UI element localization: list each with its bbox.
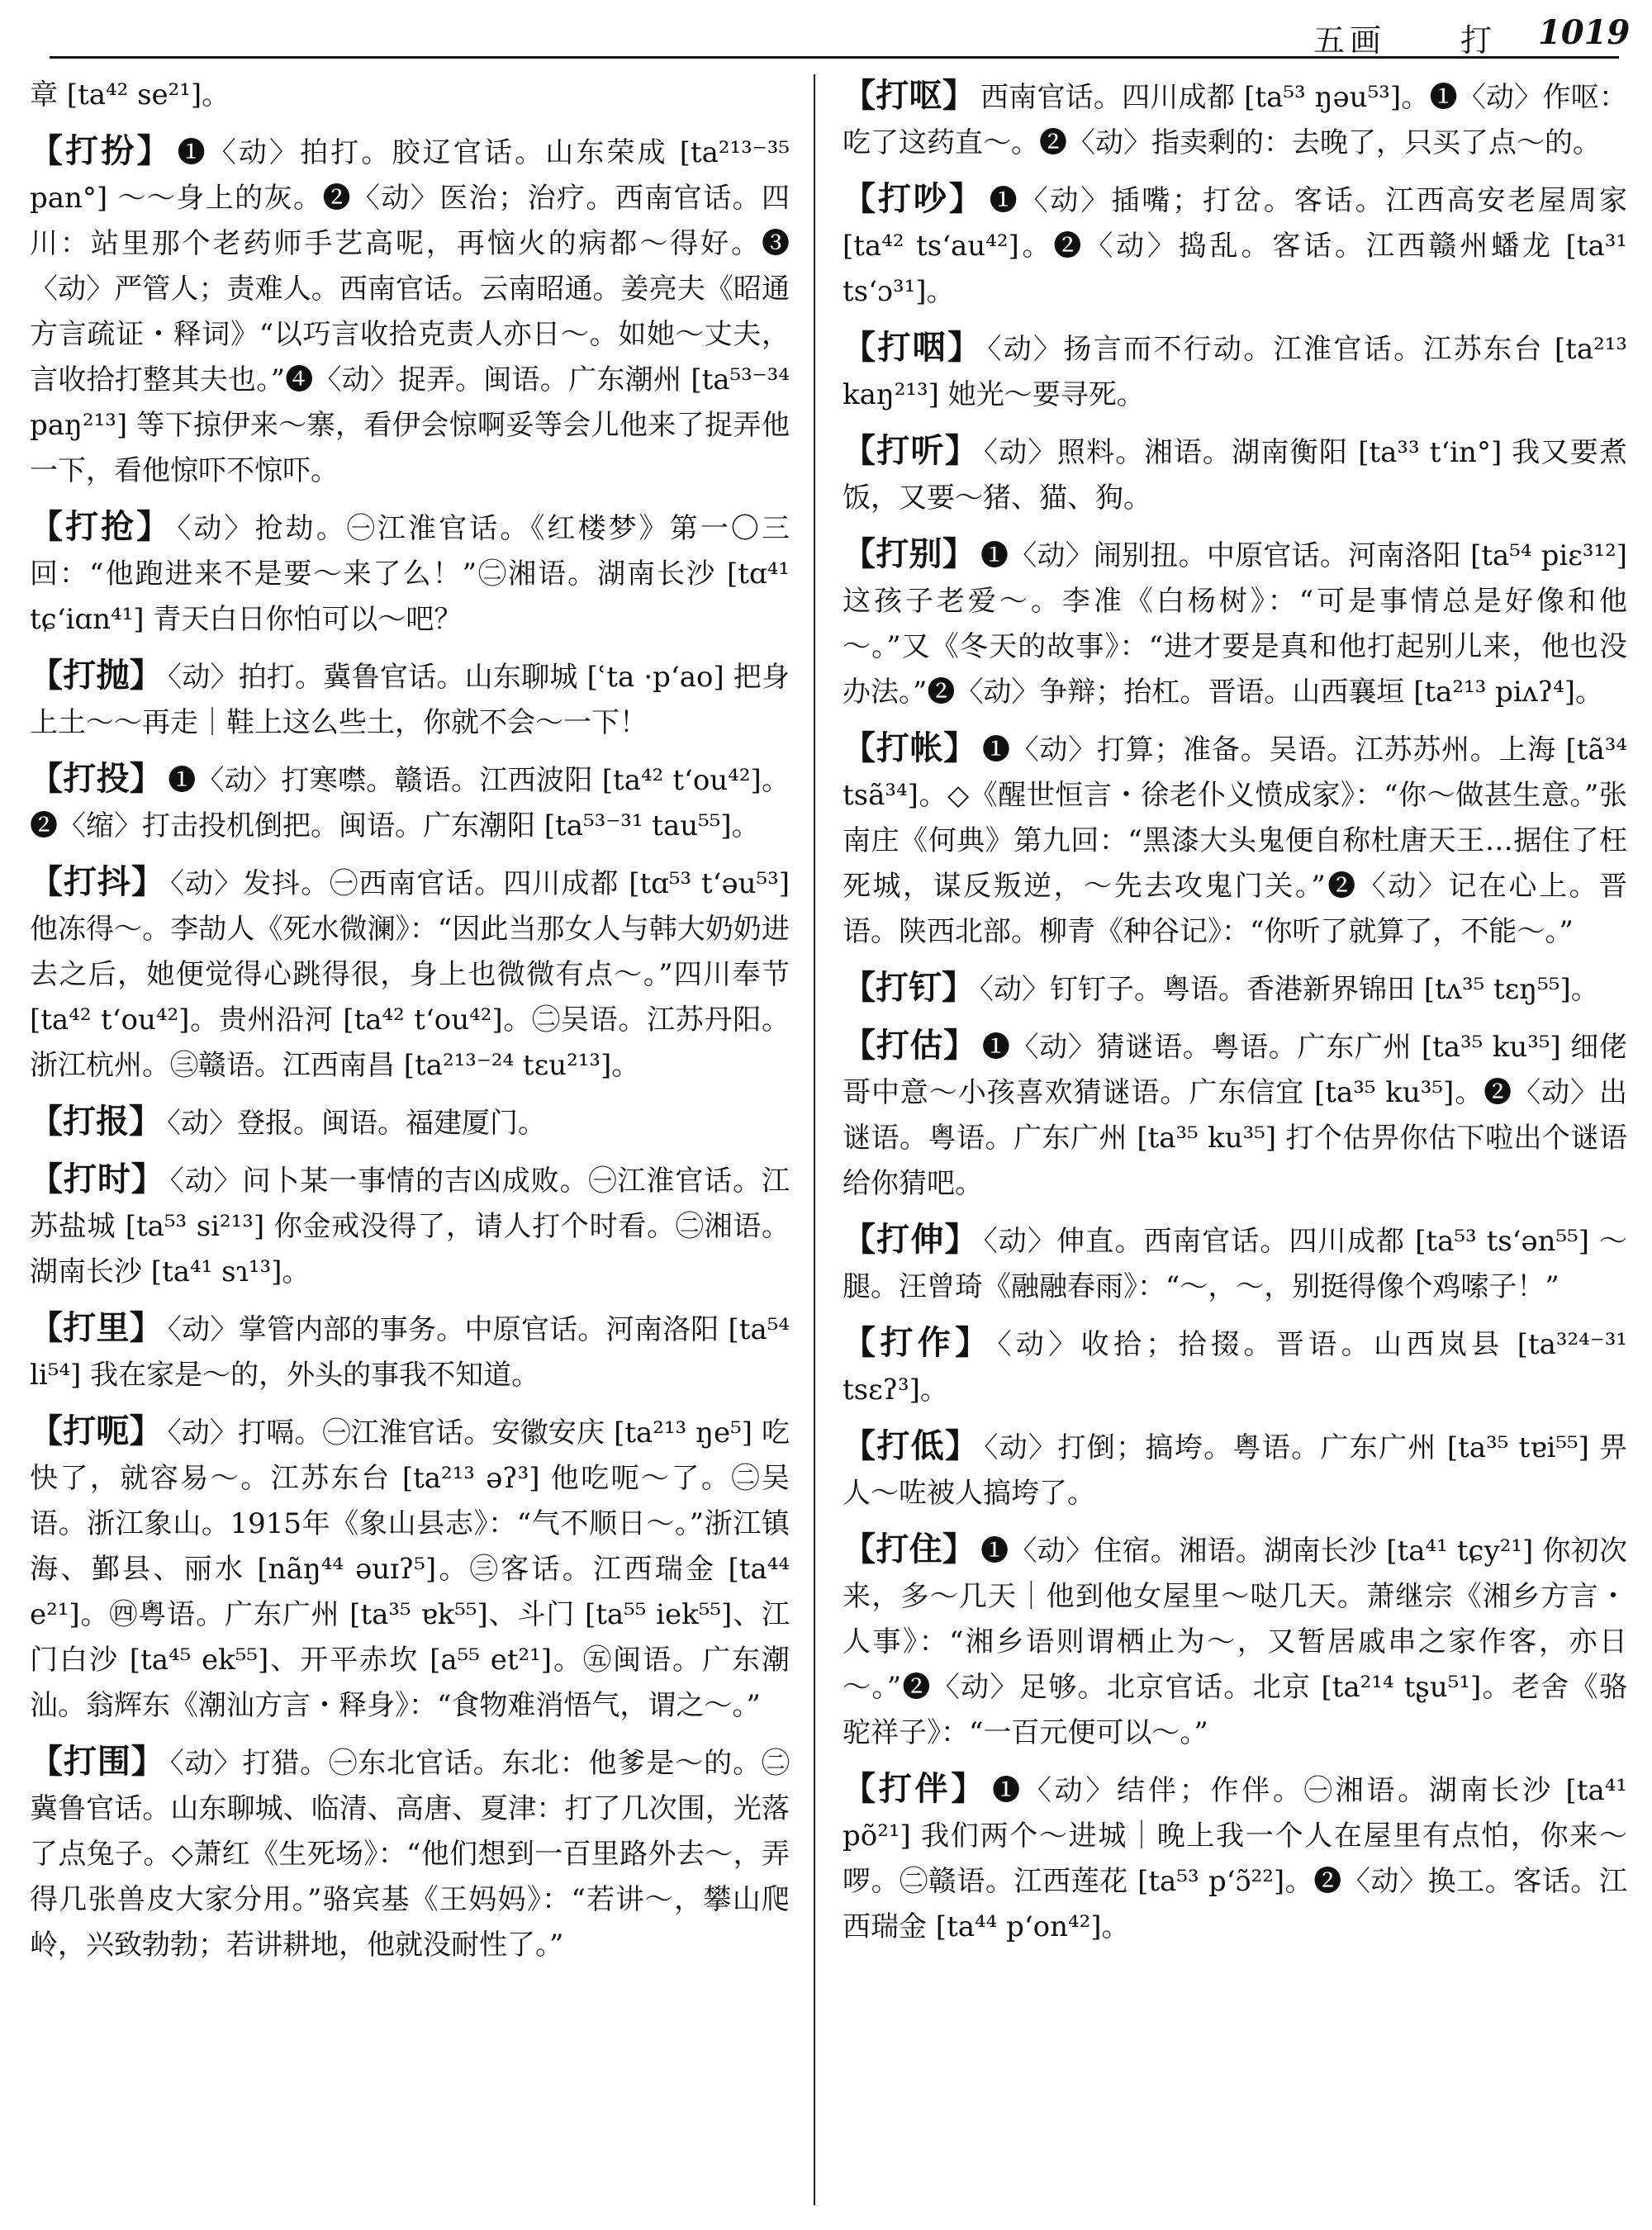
- entry-definition: ❶〈动〉拍打。胶辽官话。山东荣成 [ta²¹³⁻³⁵ pan°] ～～身上的灰。❷〈动〉医治；治疗。西南官话。四川：站里那个老药师手艺高呢，再恼火的病都～得好。❸〈动〉严管人；责难人。西南官话。云南昭通。姜亮夫《昭通方言疏证・释词》“以巧言收拾克责人亦日～。如她～丈夫，言收拾打整其夫也。”❹〈动〉捉弄。闽语。广东潮州 [ta⁵³⁻³⁴ paŋ²¹³] 等下掠伊来～寨，看伊会惊啊妥等会儿他来了捉弄他一下，看他惊吓不惊吓。: [30, 136, 790, 487]
- entry-headword: 【打围】: [30, 1742, 165, 1781]
- entry-headword: 【打估】: [843, 1026, 977, 1065]
- dictionary-entry: [843, 1320, 1627, 1413]
- entry-definition: 〈动〉打嗝。㊀江淮官话。安徽安庆 [ta²¹³ ŋe⁵] 吃快了，就容易～。江苏东台 [ta²¹³ əʔ³] 他吃呃～了。㊁吴语。浙江象山。1915年《象山县志》：“气不顺日～。”浙江镇海、鄞县、丽水 [nãŋ⁴⁴ əuɪʔ⁵]。㊂客话。江西瑞金 [ta⁴⁴ e²¹]。㊃粤语。广东广州 [ta³⁵ ɐk⁵⁵]、斗门 [ta⁵⁵ iek⁵⁵]、江门白沙 [ta⁴⁵ ek⁵⁵]、开平赤坎 [a⁵⁵ et²¹]。㊄闽语。广东潮汕。翁辉东《潮汕方言・释身》：“食物难消悟气，谓之～。”: [30, 1416, 790, 1722]
- entry-definition: 〈动〉问卜某一事情的吉凶成败。㊀江淮官话。江苏盐城 [ta⁵³ si²¹³] 你金戒没得了，请人打个时看。㊁湘语。湖南长沙 [ta⁴¹ sɿ¹³]。: [30, 1165, 790, 1288]
- dictionary-entry: [30, 1305, 790, 1398]
- dictionary-entry: [30, 652, 790, 746]
- entry-headword: 【打抖】: [30, 862, 166, 901]
- dictionary-entry: [843, 725, 1627, 955]
- dictionary-entry: [843, 1022, 1627, 1207]
- dictionary-entry: [843, 965, 1627, 1013]
- dictionary-entry: [30, 1739, 790, 1968]
- entry-definition: 〈动〉收拾；拾掇。晋语。山西岚县 [ta³²⁴⁻³¹ tsɛʔ³]。: [843, 1328, 1628, 1407]
- dictionary-entry: [843, 176, 1627, 315]
- dictionary-entry: [843, 325, 1627, 418]
- entry-definition: 〈动〉拍打。冀鲁官话。山东聊城 [ʿta ·pʻao] 把身上土～～再走｜鞋上这么些土，你就不会～一下！: [30, 661, 790, 739]
- dictionary-entry: [843, 1526, 1627, 1756]
- entry-definition: 〈动〉抢劫。㊀江淮官话。《红楼梦》第一〇三回：“他跑进来不是要～来了么！”㊁湘语。湖南长沙 [tɑ⁴¹ tɕʻiɑn⁴¹] 青天白日你怕可以～吧？: [30, 512, 790, 636]
- entry-definition: 〈动〉发抖。㊀西南官话。四川成都 [tɑ⁵³ tʻəu⁵³] 他冻得～。李劼人《死水微澜》：“因此当那女人与韩大奶奶进去之后，她便觉得心跳得很，身上也微微有点～。”四川奉节 [ta⁴² tʻou⁴²]。贵州沿河 [ta⁴² tʻou⁴²]。㊁吴语。江苏丹阳。浙江杭州。㊂赣语。江西南昌 [ta²¹³⁻²⁴ tɛu²¹³]。: [30, 867, 790, 1082]
- entry-definition: 〈动〉打猎。㊀东北官话。东北：他爹是～的。㊁冀鲁官话。山东聊城、临清、高唐、夏津：打了几次围，光落了点兔子。◇萧红《生死场》：“他们想到一百里路外去～，弄得几张兽皮大家分用。”骆宾基《王妈妈》：“若讲～，攀山爬岭，兴致勃勃；若讲耕地，他就没耐性了。”: [30, 1747, 790, 1962]
- entry-headword: 【打扮】: [30, 131, 173, 170]
- entry-headword: 【打投】: [30, 759, 164, 798]
- entry-definition: 〈动〉照料。湘语。湖南衡阳 [ta³³ tʻin°] 我又要煮饭，又要～猪、猫、狗。: [843, 436, 1628, 515]
- entry-headword: 【打时】: [30, 1160, 165, 1198]
- header-rule: [50, 56, 1619, 59]
- entry-headword: 【打咽】: [843, 328, 983, 367]
- dictionary-entry: [30, 128, 790, 494]
- dictionary-entry: [30, 504, 790, 643]
- entry-headword: 【打钉】: [843, 968, 975, 1007]
- entry-headword: 【打里】: [30, 1308, 163, 1347]
- dictionary-entry: [30, 1156, 790, 1295]
- entry-definition: 〈动〉打倒；搞垮。粤语。广东广州 [ta³⁵ tɐi⁵⁵] 畀人～咗被人搞垮了。: [843, 1431, 1627, 1510]
- entry-headword: 【打低】: [843, 1426, 980, 1465]
- entry-definition: ❶〈动〉打算；准备。吴语。江苏苏州。上海 [tã³⁴ tsã³⁴]。◇《醒世恒言・徐老仆义愤成家》：“你～做甚生意。”张南庄《何典》第九回：“黑漆大头鬼便自称杜唐天王…据住了枉死城，谋反叛逆，～先去攻鬼门关。”❷〈动〉记在心上。晋语。陕西北部。柳青《种谷记》：“你听了就算了，不能～。”: [843, 733, 1628, 948]
- entry-definition: ❶〈动〉插嘴；打岔。客话。江西高安老屋周家 [ta⁴² tsʻau⁴²]。❷〈动〉捣乱。客话。江西赣州蟠龙 [ta³¹ tsʻɔ³¹]。: [843, 184, 1628, 308]
- entry-headword: 【打吵】: [843, 179, 985, 218]
- entry-definition: 〈动〉扬言而不行动。江淮官话。江苏东台 [ta²¹³ kaŋ²¹³] 她光～要寻死。: [843, 333, 1627, 411]
- dictionary-entry: [843, 1217, 1627, 1310]
- entry-headword: 【打伸】: [843, 1220, 979, 1259]
- dictionary-entry: [843, 1766, 1627, 1950]
- entry-headword: 【打听】: [843, 431, 979, 470]
- entry-definition: ❶〈动〉结伴；作伴。㊀湘语。湖南长沙 [ta⁴¹ põ²¹] 我们两个～进城｜晚上我一个人在屋里有点怕，你来～啰。㊁赣语。江西莲花 [ta⁵³ pʻɔ̃²²]。❷〈动〉换工。客话。江西瑞金 [ta⁴⁴ pʻon⁴²]。: [843, 1774, 1628, 1943]
- entry-headword: 【打住】: [843, 1530, 976, 1568]
- entry-definition: ❶〈动〉打寒噤。赣语。江西波阳 [ta⁴² tʻou⁴²]。❷〈缩〉打击投机倒把。闽语。广东潮阳 [ta⁵³⁻³¹ tau⁵⁵]。: [30, 764, 790, 842]
- section-label: 五画: [1313, 22, 1387, 59]
- entry-headword: 【打报】: [30, 1102, 162, 1141]
- entry-definition: 〈动〉登报。闽语。福建厦门。: [167, 1107, 546, 1140]
- entry-definition: ❶〈动〉住宿。湘语。湖南长沙 [ta⁴¹ tɕy²¹] 你初次来，多～几天｜他到他女屋里～哒几天。萧继宗《湘乡方言・人事》：“湘乡语则谓栖止为～，又暂居戚串之家作客，亦日～。”❷〈动〉足够。北京官话。北京 [ta²¹⁴ tʂu⁵¹]。老舍《骆驼祥子》：“一百元便可以～。”: [843, 1535, 1628, 1749]
- entry-definition: ❶〈动〉猜谜语。粤语。广东广州 [ta³⁵ ku³⁵] 细佬哥中意～小孩喜欢猜谜语。广东信宜 [ta³⁵ ku³⁵]。❷〈动〉出谜语。粤语。广东广州 [ta³⁵ ku³⁵] 打个估畀你估下啦出个谜语给你猜吧。: [843, 1031, 1628, 1200]
- entry-headword: 【打帐】: [843, 728, 977, 767]
- entry-headword: 【打抢】: [30, 507, 173, 546]
- dictionary-entry: [30, 1098, 790, 1146]
- dictionary-entry: [30, 1408, 790, 1729]
- entry-headword: 【打伴】: [843, 1769, 988, 1808]
- dictionary-entry: [843, 428, 1627, 521]
- dictionary-entry: [843, 1423, 1627, 1516]
- entry-headword: 【打别】: [843, 534, 976, 573]
- entry-headword: 【打呕】: [843, 76, 976, 115]
- entry-definition: 〈动〉钉钉子。粤语。香港新界锦田 [tʌ³⁵ tɛŋ⁵⁵]。: [980, 973, 1599, 1006]
- entry-definition: 西南官话。四川成都 [ta⁵³ ŋəu⁵³]。❶〈动〉作呕：吃了这药直～。❷〈动〉指卖剩的：去晚了，只买了点～的。: [843, 81, 1628, 159]
- entry-headword: 【打呃】: [30, 1412, 163, 1450]
- left-column: [30, 73, 790, 1978]
- continuation-text: 章 [ta⁴² se²¹]。: [30, 78, 230, 112]
- entry-definition: 〈动〉伸直。西南官话。四川成都 [ta⁵³ tsʻən⁵⁵] ～腿。汪曾琦《融融春雨》：“～，～，别挺得像个鸡嗦子！”: [843, 1225, 1628, 1303]
- entry-definition: 〈动〉掌管内部的事务。中原官话。河南洛阳 [ta⁵⁴ li⁵⁴] 我在家是～的，外头的事我不知道。: [30, 1313, 790, 1392]
- entry-headword: 【打抛】: [30, 656, 163, 695]
- dictionary-entry: [30, 859, 790, 1089]
- column-divider: [814, 74, 815, 2205]
- page-number: 1019: [1538, 13, 1631, 52]
- dictionary-entry: [843, 73, 1627, 166]
- page-header: [0, 0, 1652, 64]
- dictionary-entry: [30, 756, 790, 849]
- header-character: 打: [1460, 22, 1493, 59]
- right-column: [843, 73, 1627, 1960]
- entry-definition: ❶〈动〉闹别扭。中原官话。河南洛阳 [ta⁵⁴ piɛ³¹²] 这孩子老爱～。李准《白杨树》：“可是事情总是好像和他～。”又《冬天的故事》：“进才要是真和他打起别儿来，他也没办法。”❷〈动〉争辩；抬杠。晋语。山西襄垣 [ta²¹³ piʌʔ⁴]。: [843, 539, 1628, 709]
- dictionary-entry: [843, 531, 1627, 715]
- entry-headword: 【打作】: [843, 1323, 993, 1362]
